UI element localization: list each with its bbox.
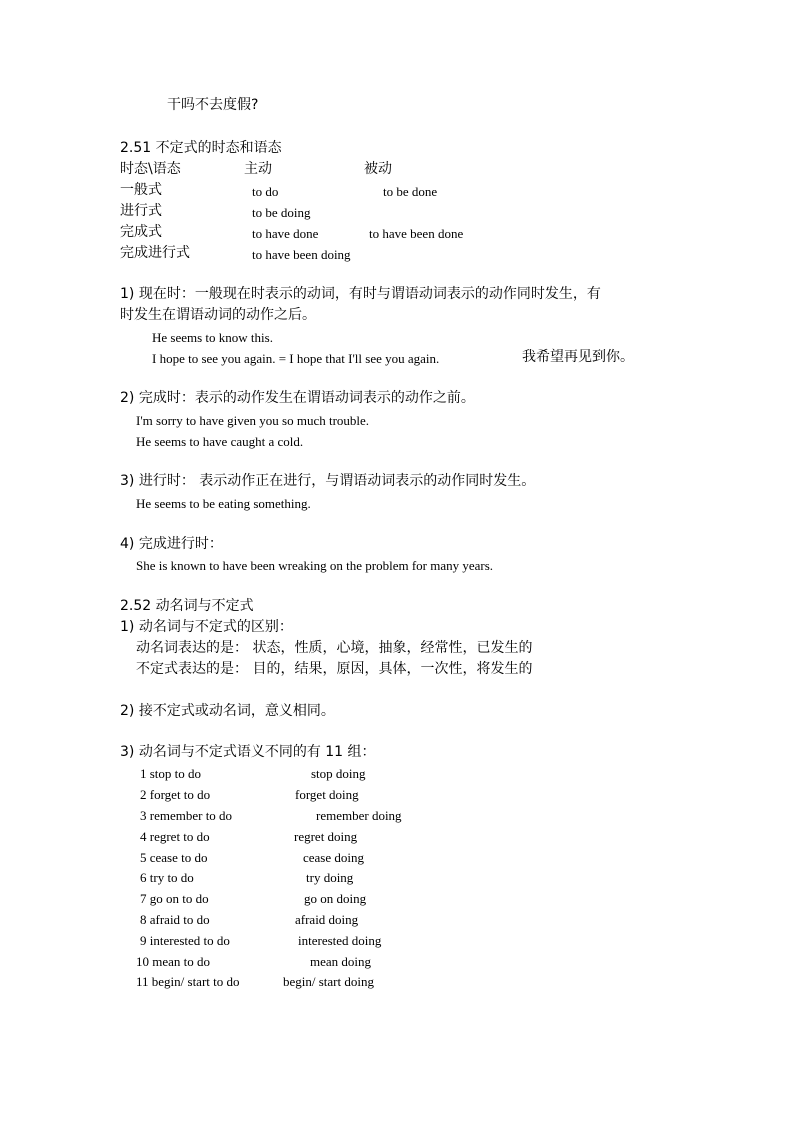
pair-gerund: mean doing bbox=[310, 954, 372, 969]
pair-gerund: forget doing bbox=[295, 787, 359, 802]
paragraph-line: 不定式表达的是： 目的，结果，原因，具体，一次性，将发生的 bbox=[136, 661, 533, 677]
pair-infinitive: 7 go on to do bbox=[140, 891, 209, 906]
pair-infinitive: 11 begin/ start to do bbox=[136, 974, 240, 989]
paragraph-title: 3) 进行时： 表示动作正在进行，与谓语动词表示的动作同时发生。 bbox=[120, 473, 536, 489]
paragraph-title: 2) 接不定式或动名词，意义相同。 bbox=[120, 703, 335, 719]
paragraph-line: 1) 现在时：一般现在时表示的动词，有时与谓语动词表示的动作同时发生，有 bbox=[120, 286, 601, 302]
pair-gerund: interested doing bbox=[298, 933, 382, 948]
paragraph-line: 动名词表达的是： 状态，性质，心境，抽象，经常性，已发生的 bbox=[136, 640, 533, 656]
pair-infinitive: 3 remember to do bbox=[140, 808, 233, 823]
tense-table-row bbox=[0, 204, 794, 220]
paragraph-title: 1) 动名词与不定式的区别： bbox=[120, 619, 293, 635]
table-header-cell: 被动 bbox=[364, 161, 392, 177]
list-item bbox=[0, 788, 794, 803]
example-sentence: He seems to be eating something. bbox=[136, 496, 311, 511]
tense-table-row bbox=[0, 246, 794, 262]
example-translation: 我希望再见到你。 bbox=[522, 349, 634, 365]
pair-gerund: remember doing bbox=[316, 808, 402, 823]
tense-table-row bbox=[0, 225, 794, 241]
table-cell: 完成式 bbox=[120, 224, 162, 240]
pair-gerund: afraid doing bbox=[295, 912, 359, 927]
list-item bbox=[0, 851, 794, 866]
pair-gerund: begin/ start doing bbox=[283, 974, 374, 989]
example-sentence: She is known to have been wreaking on the problem for many years. bbox=[136, 558, 494, 573]
example-sentence: He seems to have caught a cold. bbox=[136, 434, 304, 449]
pair-infinitive: 8 afraid to do bbox=[140, 912, 210, 927]
table-cell: to do bbox=[252, 184, 279, 199]
table-cell: 一般式 bbox=[120, 182, 162, 198]
pair-gerund: try doing bbox=[306, 870, 354, 885]
pair-infinitive: 9 interested to do bbox=[140, 933, 230, 948]
tense-table-header bbox=[0, 162, 794, 178]
list-item bbox=[0, 871, 794, 886]
pair-infinitive: 2 forget to do bbox=[140, 787, 211, 802]
pair-gerund: go on doing bbox=[304, 891, 367, 906]
tense-table-row bbox=[0, 183, 794, 199]
pair-gerund: regret doing bbox=[294, 829, 358, 844]
pair-gerund: cease doing bbox=[303, 850, 365, 865]
list-item bbox=[0, 830, 794, 845]
intro-line: 干吗不去度假? bbox=[167, 97, 259, 113]
section-heading-2-52: 2.52 动名词与不定式 bbox=[120, 598, 254, 614]
table-header-cell: 时态\语态 bbox=[120, 161, 181, 177]
list-item bbox=[0, 913, 794, 928]
pair-infinitive: 4 regret to do bbox=[140, 829, 210, 844]
list-item bbox=[0, 975, 794, 990]
table-cell: to have done bbox=[252, 226, 319, 241]
paragraph-title: 3) 动名词与不定式语义不同的有 11 组： bbox=[120, 744, 376, 760]
table-cell: to have been doing bbox=[252, 247, 351, 262]
section-heading-2-51: 2.51 不定式的时态和语态 bbox=[120, 140, 282, 156]
example-sentence: He seems to know this. bbox=[152, 330, 273, 345]
example-sentence: I hope to see you again. = I hope that I'll see you again. bbox=[152, 351, 440, 366]
table-cell: 完成进行式 bbox=[120, 245, 190, 261]
paragraph-title: 4) 完成进行时： bbox=[120, 536, 223, 552]
pair-infinitive: 10 mean to do bbox=[136, 954, 211, 969]
list-item bbox=[0, 809, 794, 824]
table-cell: 进行式 bbox=[120, 203, 162, 219]
paragraph-line: 时发生在谓语动词的动作之后。 bbox=[120, 307, 316, 323]
table-cell: to be done bbox=[383, 184, 438, 199]
table-cell: to be doing bbox=[252, 205, 311, 220]
pair-infinitive: 5 cease to do bbox=[140, 850, 208, 865]
example-sentence: I'm sorry to have given you so much trouble. bbox=[136, 413, 370, 428]
paragraph-title: 2) 完成时：表示的动作发生在谓语动词表示的动作之前。 bbox=[120, 390, 475, 406]
pair-infinitive: 1 stop to do bbox=[140, 766, 202, 781]
list-item bbox=[0, 767, 794, 782]
pair-gerund: stop doing bbox=[311, 766, 366, 781]
list-item bbox=[0, 955, 794, 970]
table-header-cell: 主动 bbox=[244, 161, 272, 177]
list-item bbox=[0, 892, 794, 907]
table-cell: to have been done bbox=[369, 226, 464, 241]
pair-infinitive: 6 try to do bbox=[140, 870, 194, 885]
list-item bbox=[0, 934, 794, 949]
